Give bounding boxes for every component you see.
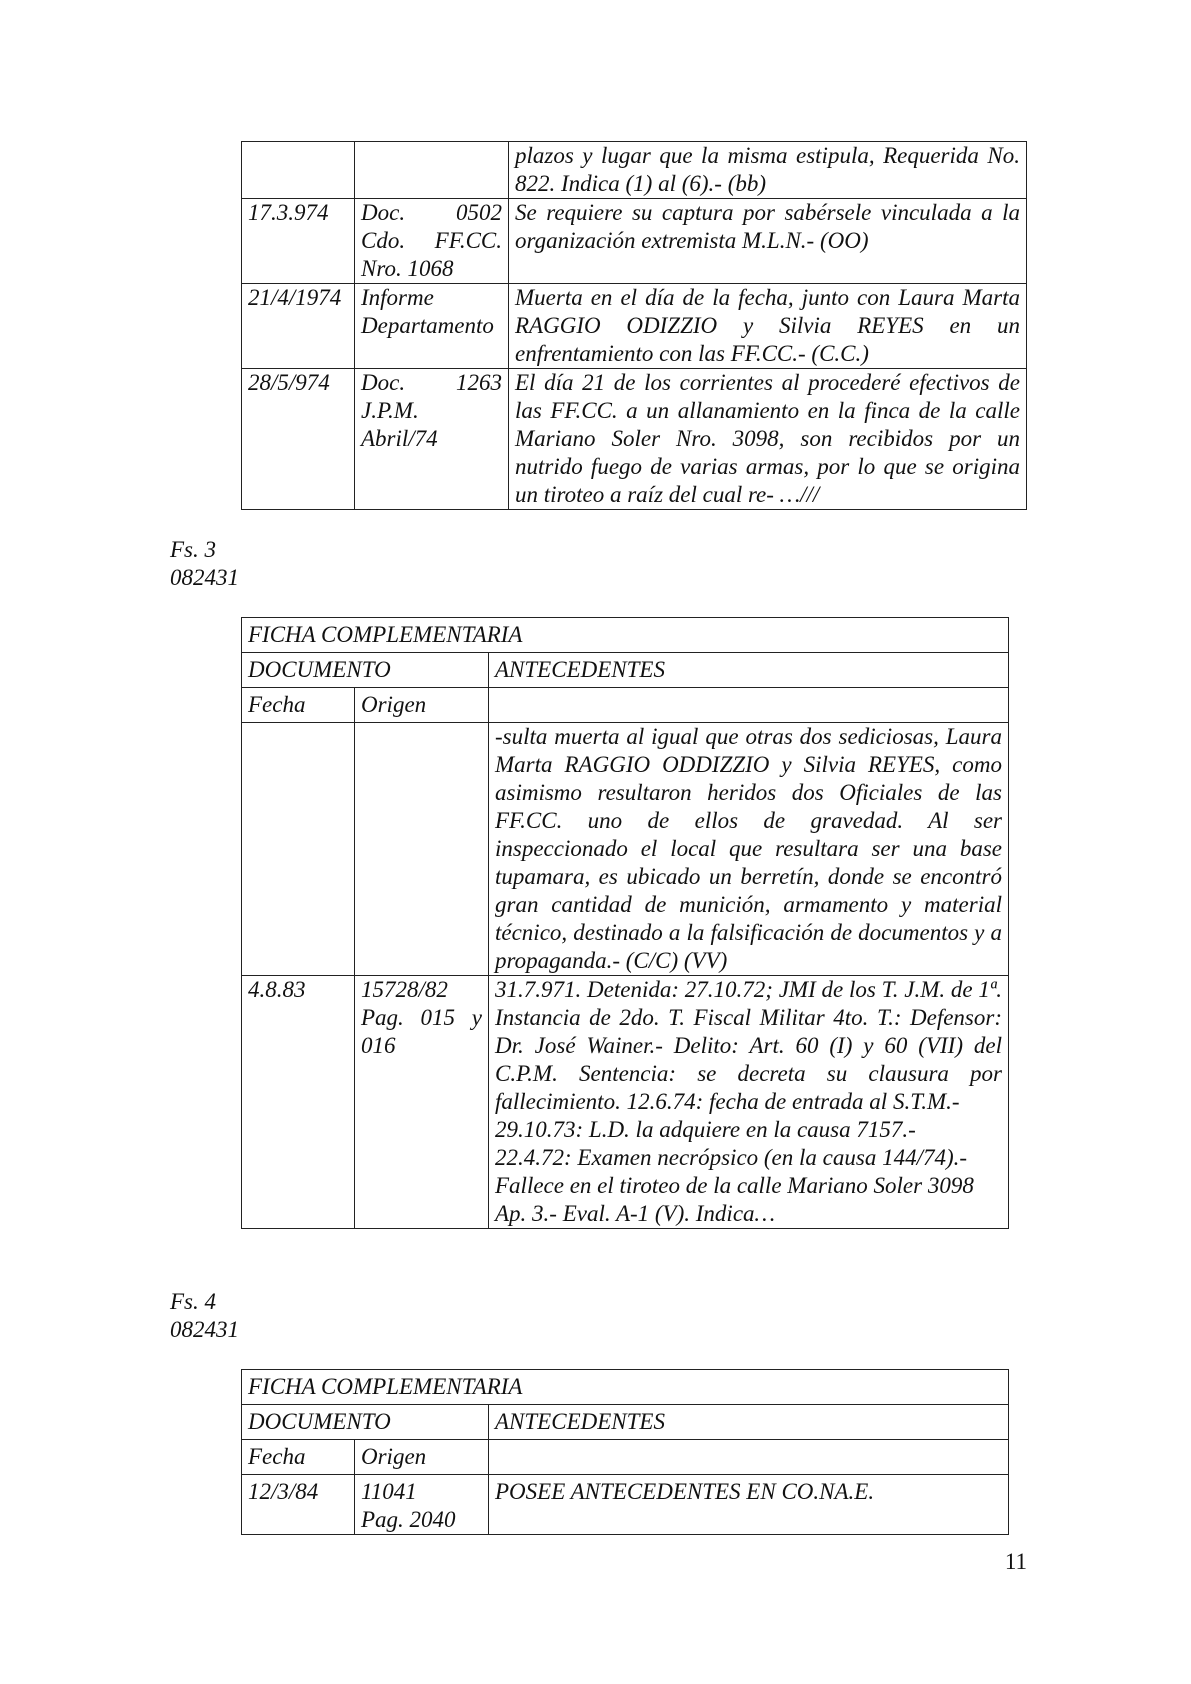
empty-header-cell — [489, 688, 1009, 723]
empty-header-cell — [489, 1440, 1009, 1475]
fecha-cell: 12/3/84 — [242, 1475, 355, 1535]
table-title: FICHA COMPLEMENTARIA — [242, 618, 1009, 653]
origen-header: Origen — [355, 1440, 489, 1475]
continuation-table — [241, 141, 1027, 510]
origen-cell — [355, 369, 509, 510]
origen-line: Nro. 1068 — [361, 256, 454, 281]
origen-cell — [355, 284, 509, 369]
folio-number: 082431 — [170, 565, 239, 590]
origen-cell — [355, 723, 489, 976]
antecedentes-cell: Se requiere su captura por sabérsele vinculada a la organización extremista M.L.N.- (OO) — [509, 199, 1027, 284]
origen-line: Doc. 0502 — [361, 200, 502, 225]
documento-header: DOCUMENTO — [242, 1405, 489, 1440]
origen-cell — [355, 199, 509, 284]
origen-line: J.P.M. — [361, 398, 419, 423]
antecedentes-cell: -sulta muerta al igual que otras dos sediciosas, Laura Marta RAGGIO ODDIZZIO y Silvia REYES, como asimismo resultaron heridos dos Oficiales de las FF.CC. uno de ellos de gravedad. Al ser inspeccionado el local que resultara ser una base tupamara, es ubicado un berretín, donde se encontró gran cantidad de munición, armamento y material técnico, destinado a la falsificación de documentos y a propaganda.- (C/C) (VV) — [489, 723, 1009, 976]
antecedentes-line: 22.4.72: Examen necrópsico (en la causa 144/74).- — [495, 1145, 968, 1170]
folio-marker — [170, 536, 239, 592]
table-header-row — [242, 1405, 1009, 1440]
table-header-row — [242, 653, 1009, 688]
antecedentes-header: ANTECEDENTES — [489, 1405, 1009, 1440]
table-row — [242, 284, 1027, 369]
fecha-cell: 4.8.83 — [242, 976, 355, 1229]
table-title-row — [242, 1370, 1009, 1405]
origen-cell — [355, 1475, 489, 1535]
origen-line: Doc. 1263 — [361, 370, 502, 395]
antecedentes-cell: El día 21 de los corrientes al procederé efectivos de las FF.CC. a un allanamiento en la finca de la calle Mariano Soler Nro. 3098, son recibidos por un nutrido fuego de varias armas, por lo que se origina un tiroteo a raíz del cual re- …/// — [509, 369, 1027, 510]
origen-line: Departamento — [361, 313, 494, 338]
page-number: 11 — [1004, 1549, 1027, 1574]
table-title-row — [242, 618, 1009, 653]
documento-header: DOCUMENTO — [242, 653, 489, 688]
table-subheader-row — [242, 1440, 1009, 1475]
origen-line: Informe — [361, 285, 434, 310]
antecedentes-line: Fallece en el tiroteo de la calle Mariano Soler 3098 Ap. 3.- Eval. A-1 (V). Indica… — [495, 1173, 974, 1226]
folio-marker — [170, 1288, 239, 1344]
origen-header: Origen — [355, 688, 489, 723]
origen-line: Cdo. FF.CC. — [361, 228, 502, 253]
antecedentes-paragraph: 31.7.971. Detenida: 27.10.72; JMI de los T. J.M. de 1ª. Instancia de 2do. T. Fiscal Militar 4to. T.: Defensor: Dr. José Wainer.- Delito: Art. 60 (I) y 60 (VII) del C.P.M. Sentencia: se decreta su clausura por fallecimiento. 12.6.74: fecha de entrada al S.T.M.- — [495, 977, 1002, 1114]
antecedentes-cell: POSEE ANTECEDENTES EN CO.NA.E. — [489, 1475, 1009, 1535]
antecedentes-line: 29.10.73: L.D. la adquiere en la causa 7157.- — [495, 1117, 916, 1142]
fecha-header: Fecha — [242, 688, 355, 723]
table-subheader-row — [242, 688, 1009, 723]
folio-label: Fs. 3 — [170, 537, 216, 562]
antecedentes-cell: plazos y lugar que la misma estipula, Requerida No. 822. Indica (1) al (6).- (bb) — [509, 142, 1027, 199]
ficha-complementaria-table — [241, 1369, 1009, 1535]
fecha-cell: 17.3.974 — [242, 199, 355, 284]
antecedentes-cell: Muerta en el día de la fecha, junto con Laura Marta RAGGIO ODIZZIO y Silvia REYES en un enfrentamiento con las FF.CC.- (C.C.) — [509, 284, 1027, 369]
ficha-complementaria-table — [241, 617, 1009, 1229]
fecha-header: Fecha — [242, 1440, 355, 1475]
antecedentes-header: ANTECEDENTES — [489, 653, 1009, 688]
table-row — [242, 1475, 1009, 1535]
origen-line: 11041 — [361, 1479, 417, 1504]
fecha-cell — [242, 142, 355, 199]
folio-number: 082431 — [170, 1317, 239, 1342]
table-row — [242, 369, 1027, 510]
table-row — [242, 723, 1009, 976]
table-row — [242, 199, 1027, 284]
fecha-cell — [242, 723, 355, 976]
fecha-cell: 21/4/1974 — [242, 284, 355, 369]
antecedentes-cell — [489, 976, 1009, 1229]
fecha-cell: 28/5/974 — [242, 369, 355, 510]
origen-line: Abril/74 — [361, 426, 438, 451]
origen-cell: 15728/82 Pag. 015 y 016 — [355, 976, 489, 1229]
origen-line: Pag. 2040 — [361, 1507, 456, 1532]
table-row — [242, 142, 1027, 199]
table-title: FICHA COMPLEMENTARIA — [242, 1370, 1009, 1405]
origen-cell — [355, 142, 509, 199]
folio-label: Fs. 4 — [170, 1289, 216, 1314]
table-row — [242, 976, 1009, 1229]
